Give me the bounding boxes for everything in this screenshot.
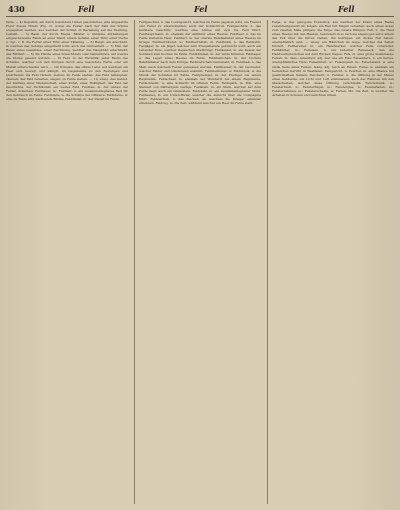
page-header <box>8 4 392 16</box>
header-rule <box>6 16 394 17</box>
text-column-left <box>6 20 128 504</box>
column-text: felde. — 4) Deputirn, ein durch besondere Linien gesondertes, eine abgesetzte Figur dieses Thiers (Fig. 2), wobei die Felder nach der Zahl der Stücke angegeben werden, aus welchen der Schild, in Beziehung auf die Theilung, besteht. — 5) Bauk. der durch Riegel, Bänder u. ähnliche Abtheilungen eingeschlossene Raum an einer Wand, einem Getäfel, einer Thür, einer Decke u. dgl., z. B. die Felder einer Thür, einer Täfelung. — 6) Bergb. ein Abschnitt, in welchen das Gebirge eingetheilt wird; auch das Grubenfeld. — 7) Mal. der Raum eines Gemäldes, einer Zeichnung, welcher das Hauptbild einschließt; das Bildfeld. — 8) die Fläche eines Schachbrets oder Damenbrets, auf welche die Steine gesetzt werden. — 9) Feld, in der Heraldik, jeder Raum des Schildes, welcher von den übrigen durch eine besondere Farbe oder ein Metall unterschieden wird. — 10) Kriegsw. das offene Land, auf welchem ein Heer sich bewegt und kämpft, im Gegensatze zu den Festungen und Quartieren; ins Feld rücken, ziehen; im Felde stehen; das Feld behaupten, räumen; das Feld behalten, siegen; zu Felde ziehen. — 11) uneig. das Gebiet, der Umfang einer Wissenschaft, einer Kunst, einer Thätigkeit: das Feld der Geschichte, der Dichtkunst; ein weites Feld. Feldbau, m. der Anbau der Felder, Ackerbau; Feldbauer, m.; Feldbett, n. ein zusammenlegbares Bett für den Gebrauch im Felde; Feldbinde, w. die Schärpe der Offiziere; Feldblume, w. eine im Felde wild wachsende Blume; Felddienst, m. der Dienst im Felde. <box>6 20 128 101</box>
page-number: 430 <box>8 4 25 14</box>
running-headword-middle: Fel <box>194 4 208 14</box>
text-column-right <box>272 20 394 504</box>
column-divider <box>134 20 135 504</box>
text-column-middle <box>139 20 261 504</box>
column-text: Felge, w. das gebogene Holzstück, aus welchen der Kranz eines Rades zusammengesetzt ist; felgen, ein Rad mit Felgen versehen; auch einen Acker zum zweiten Male pflügen; die Felge, das zweite Pflügen. Fell, n. die Haut eines Thieres mit den Haaren, besonders in so fern sie abgezogen wird; einem das Fell über die Ohren ziehen, ihn betrügen; ein dickes Fell haben, unempfindlich sein. — uneig. ein Häutchen im Auge, welches das Sehen hindert. Fellbereiter, m. ein Handwerker, welcher Felle zubereitet; Fellhändler, m.; Felleisen, n. ein lederner Reisesack, den die Handwerksburschen auf dem Rücken tragen. Fels, m. eine große Steinmasse; Felsen, m. dass.; felsenfest, adj. fest wie ein Fels; Felsenherz, n. ein hartes, unempfindliches Herz; Felsenkluft, w.; Felsenquell, m.; Felsenwand, w. eine steile Seite eines Felsen; felsig, adj. reich an Felsen. Feme, w. ehemals ein heimliches Gericht in Westfalen; Femgericht, n. Fenchel, m. eine Pflanze mit gewürzhaftem Samen; Fenchelöl, n. Fenster, n. die Öffnung in der Mauer eines Gebäudes, um Licht und Luft einzulassen; auch der Rahmen mit den Glasscheiben, welcher diese Öffnung verschließt; Fensterbank, w.; Fensterbrett, n.; Fensterflügel, m.; Fensterglas, n.; Fensterladen, m.; Fensterrahmen, m.; Fensterscheibe, w. Ferien, Mz. die Zeit, in welcher die Arbeiten in Schulen und Gerichten ruhen. <box>272 20 394 97</box>
column-text: Feldgeschrei, n. das Losungswort, welches im Felde gegeben wird, um Freund und Feind zu unterscheiden; auch der Schlachtruf. Feldgeschütz, n. das leichtere Geschütz, welches eine Armee mit sich ins Feld führt. Feldhauptmann, m. ehemals der Anführer eines Heeres. Feldheer, n. das im Felde stehende Heer. Feldherr, m. der oberste Befehlshaber eines Heeres im Kriege; Feldherrnkunst, w.; Feldherrnstab, m. Feldhuhn, n. das Rebhuhn. Feldjäger, m. ein Jäger, welcher zum Kriegsdienste gebraucht wird; auch ein reitender Bote, welcher Depeschen überbringt. Feldkessel, m. ein Kessel der Soldaten zum Kochen im Felde. Feldkümmel, m. der wilde Kümmel. Feldlager, n. das Lager eines Heeres im Felde. Feldmarschall, m. der höchste Befehlshaber nach dem Könige; Feldmarschall-Lieutenant, m. Feldmaß, n. das Maß, nach welchem Felder gemessen werden. Feldmesser, m. der Geometer, welcher Felder und Ländereien ausmißt; Feldmeßkunst, w. Feldmusik, w. die Musik der Soldaten im Felde. Feldprediger, m. der Prediger bei einem Regimente. Feldscheer, m. ehemals der Wundarzt bei einem Regimente. Feldschlacht, w. eine Schlacht im offenen Felde. Feldspath, m. Min. eine Steinart von blätterigem Gefüge. Feldstein, m. ein Stein, welcher auf dem Felde liegt; auch ein Grenzstein. Feldstuhl, m. ein zusammenlegbarer Stuhl. Feldwebel, m. ein Unteroffizier, welcher die Aufsicht über die Compagnie führt. Feldzeichen, n. das Zeichen, an welchem die Krieger einander erkennen. Feldzug, m. die Zeit, während welcher ein Heer im Felde steht. <box>139 20 261 105</box>
running-headword-right: Fell <box>338 4 355 14</box>
column-divider <box>267 20 268 504</box>
running-headword-left: Fell <box>78 4 95 14</box>
